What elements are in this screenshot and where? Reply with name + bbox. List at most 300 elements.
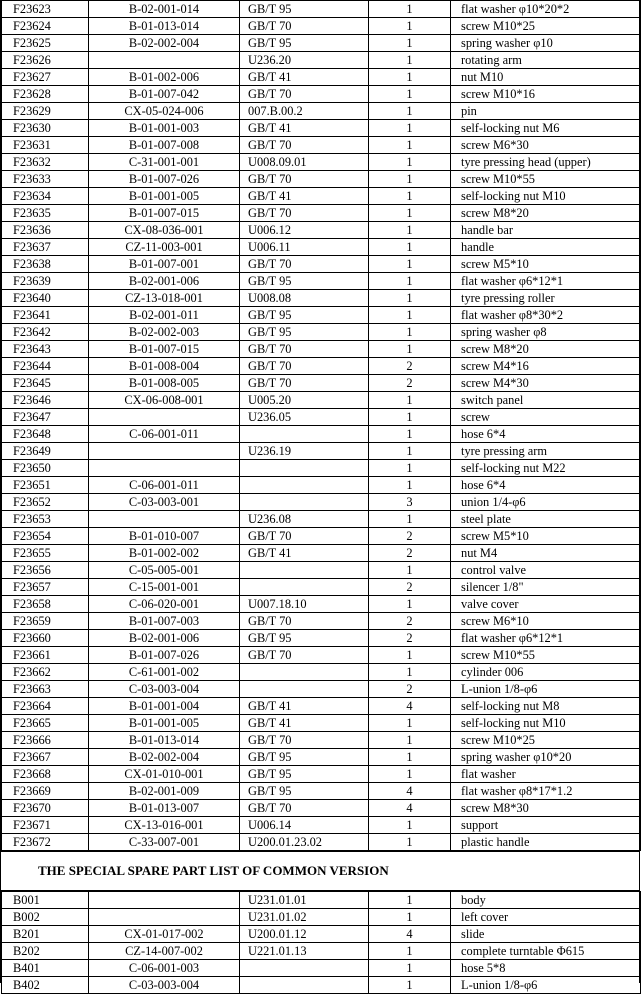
description-cell: self-locking nut M10 — [451, 715, 641, 732]
quantity-cell: 1 — [369, 86, 451, 103]
description-cell: self-locking nut M8 — [451, 698, 641, 715]
part-number-cell — [89, 909, 240, 926]
quantity-cell: 1 — [369, 460, 451, 477]
standard-cell: GB/T 95 — [240, 783, 369, 800]
table-row — [2, 783, 641, 800]
description-cell: body — [451, 892, 641, 909]
part-number-cell: B-01-013-007 — [89, 800, 240, 817]
standard-cell — [240, 562, 369, 579]
description-cell: self-locking nut M22 — [451, 460, 641, 477]
table-row — [2, 256, 641, 273]
quantity-cell: 4 — [369, 800, 451, 817]
description-cell: flat washer φ6*12*1 — [451, 630, 641, 647]
table-row — [2, 18, 641, 35]
standard-cell — [240, 460, 369, 477]
quantity-cell: 1 — [369, 120, 451, 137]
part-number-cell — [89, 409, 240, 426]
part-number-cell: B-02-001-006 — [89, 273, 240, 290]
quantity-cell: 1 — [369, 443, 451, 460]
standard-cell: GB/T 41 — [240, 545, 369, 562]
description-cell: screw M8*20 — [451, 341, 641, 358]
quantity-cell: 1 — [369, 171, 451, 188]
description-cell: flat washer φ6*12*1 — [451, 273, 641, 290]
table-row — [2, 664, 641, 681]
description-cell: screw M4*16 — [451, 358, 641, 375]
part-number-cell: B-02-001-011 — [89, 307, 240, 324]
part-code-cell: F23648 — [2, 426, 89, 443]
standard-cell: GB/T 95 — [240, 324, 369, 341]
standard-cell — [240, 960, 369, 977]
standard-cell: GB/T 41 — [240, 698, 369, 715]
description-cell: self-locking nut M6 — [451, 120, 641, 137]
description-cell: steel plate — [451, 511, 641, 528]
table-row — [2, 977, 641, 994]
special-parts-table-body — [2, 892, 641, 994]
standard-cell — [240, 494, 369, 511]
description-cell: slide — [451, 926, 641, 943]
part-number-cell: B-02-002-003 — [89, 324, 240, 341]
part-code-cell: F23636 — [2, 222, 89, 239]
part-code-cell: F23661 — [2, 647, 89, 664]
quantity-cell: 1 — [369, 647, 451, 664]
standard-cell — [240, 477, 369, 494]
standard-cell: GB/T 41 — [240, 69, 369, 86]
part-code-cell: F23642 — [2, 324, 89, 341]
table-row — [2, 892, 641, 909]
description-cell: flat washer φ8*30*2 — [451, 307, 641, 324]
part-number-cell: B-01-007-003 — [89, 613, 240, 630]
quantity-cell: 2 — [369, 358, 451, 375]
quantity-cell: 1 — [369, 52, 451, 69]
standard-cell: GB/T 70 — [240, 647, 369, 664]
standard-cell: U006.12 — [240, 222, 369, 239]
part-number-cell: B-02-002-004 — [89, 35, 240, 52]
table-row — [2, 681, 641, 698]
part-number-cell: CX-13-016-001 — [89, 817, 240, 834]
description-cell: flat washer φ10*20*2 — [451, 1, 641, 18]
standard-cell: GB/T 70 — [240, 137, 369, 154]
standard-cell: GB/T 95 — [240, 1, 369, 18]
description-cell: screw M10*25 — [451, 732, 641, 749]
table-row — [2, 341, 641, 358]
part-code-cell: F23626 — [2, 52, 89, 69]
table-row — [2, 52, 641, 69]
part-code-cell: F23623 — [2, 1, 89, 18]
part-number-cell: B-01-001-003 — [89, 120, 240, 137]
quantity-cell: 1 — [369, 766, 451, 783]
table-row — [2, 392, 641, 409]
quantity-cell: 1 — [369, 477, 451, 494]
description-cell: flat washer φ8*17*1.2 — [451, 783, 641, 800]
part-code-cell: F23667 — [2, 749, 89, 766]
description-cell: spring washer φ10 — [451, 35, 641, 52]
table-row — [2, 103, 641, 120]
part-number-cell: B-01-013-014 — [89, 18, 240, 35]
part-number-cell: C-06-020-001 — [89, 596, 240, 613]
part-number-cell: B-01-002-002 — [89, 545, 240, 562]
description-cell: screw M6*30 — [451, 137, 641, 154]
table-row — [2, 766, 641, 783]
part-code-cell: F23662 — [2, 664, 89, 681]
standard-cell — [240, 977, 369, 994]
quantity-cell: 1 — [369, 273, 451, 290]
part-code-cell: F23625 — [2, 35, 89, 52]
quantity-cell: 1 — [369, 35, 451, 52]
part-number-cell: B-01-008-004 — [89, 358, 240, 375]
table-row — [2, 273, 641, 290]
part-number-cell: B-01-001-005 — [89, 715, 240, 732]
table-row — [2, 647, 641, 664]
part-code-cell: F23669 — [2, 783, 89, 800]
description-cell: screw M10*55 — [451, 647, 641, 664]
standard-cell: GB/T 70 — [240, 358, 369, 375]
quantity-cell: 1 — [369, 749, 451, 766]
quantity-cell: 1 — [369, 324, 451, 341]
quantity-cell: 1 — [369, 892, 451, 909]
quantity-cell: 1 — [369, 154, 451, 171]
part-code-cell: F23635 — [2, 205, 89, 222]
part-number-cell: C-03-003-001 — [89, 494, 240, 511]
part-code-cell: F23665 — [2, 715, 89, 732]
part-number-cell: B-01-007-026 — [89, 647, 240, 664]
part-number-cell — [89, 460, 240, 477]
table-row — [2, 613, 641, 630]
part-number-cell: C-06-001-011 — [89, 426, 240, 443]
table-row — [2, 596, 641, 613]
standard-cell: U231.01.02 — [240, 909, 369, 926]
part-code-cell: B001 — [2, 892, 89, 909]
part-code-cell: F23666 — [2, 732, 89, 749]
table-row — [2, 749, 641, 766]
part-number-cell: B-02-001-006 — [89, 630, 240, 647]
description-cell: nut M4 — [451, 545, 641, 562]
part-code-cell: F23651 — [2, 477, 89, 494]
part-code-cell: F23672 — [2, 834, 89, 851]
part-code-cell: F23660 — [2, 630, 89, 647]
part-code-cell: B201 — [2, 926, 89, 943]
quantity-cell: 2 — [369, 630, 451, 647]
table-row — [2, 960, 641, 977]
table-row — [2, 834, 641, 851]
standard-cell: U008.09.01 — [240, 154, 369, 171]
standard-cell: GB/T 70 — [240, 613, 369, 630]
standard-cell: GB/T 70 — [240, 528, 369, 545]
standard-cell: 007.B.00.2 — [240, 103, 369, 120]
part-code-cell: B002 — [2, 909, 89, 926]
standard-cell: U236.20 — [240, 52, 369, 69]
part-code-cell: F23633 — [2, 171, 89, 188]
parts-table-body — [2, 1, 641, 851]
part-number-cell: B-01-007-026 — [89, 171, 240, 188]
table-row — [2, 562, 641, 579]
description-cell: handle bar — [451, 222, 641, 239]
standard-cell: U236.08 — [240, 511, 369, 528]
description-cell: screw M10*16 — [451, 86, 641, 103]
standard-cell: GB/T 70 — [240, 800, 369, 817]
table-row — [2, 205, 641, 222]
part-number-cell: C-15-001-001 — [89, 579, 240, 596]
part-number-cell: B-02-001-009 — [89, 783, 240, 800]
part-code-cell: F23640 — [2, 290, 89, 307]
standard-cell: U231.01.01 — [240, 892, 369, 909]
standard-cell: GB/T 70 — [240, 205, 369, 222]
standard-cell: U221.01.13 — [240, 943, 369, 960]
part-code-cell: F23641 — [2, 307, 89, 324]
part-code-cell: F23637 — [2, 239, 89, 256]
part-code-cell: F23663 — [2, 681, 89, 698]
part-number-cell: CZ-13-018-001 — [89, 290, 240, 307]
part-number-cell: C-03-003-004 — [89, 681, 240, 698]
part-code-cell: B202 — [2, 943, 89, 960]
description-cell: hose 6*4 — [451, 426, 641, 443]
standard-cell — [240, 664, 369, 681]
part-number-cell: B-01-002-006 — [89, 69, 240, 86]
table-row — [2, 1, 641, 18]
parts-table — [1, 0, 641, 851]
part-code-cell: F23668 — [2, 766, 89, 783]
part-code-cell: F23655 — [2, 545, 89, 562]
part-number-cell: CX-01-017-002 — [89, 926, 240, 943]
quantity-cell: 4 — [369, 783, 451, 800]
description-cell: screw — [451, 409, 641, 426]
part-number-cell: B-01-008-005 — [89, 375, 240, 392]
part-number-cell: CX-06-008-001 — [89, 392, 240, 409]
part-code-cell: F23671 — [2, 817, 89, 834]
standard-cell: GB/T 95 — [240, 749, 369, 766]
part-number-cell: C-05-005-001 — [89, 562, 240, 579]
table-row — [2, 926, 641, 943]
standard-cell: GB/T 95 — [240, 766, 369, 783]
quantity-cell: 4 — [369, 698, 451, 715]
part-number-cell: B-01-010-007 — [89, 528, 240, 545]
standard-cell: U236.05 — [240, 409, 369, 426]
special-parts-table — [1, 891, 641, 994]
description-cell: pin — [451, 103, 641, 120]
table-row — [2, 460, 641, 477]
quantity-cell: 1 — [369, 817, 451, 834]
part-code-cell: F23654 — [2, 528, 89, 545]
part-number-cell: CZ-14-007-002 — [89, 943, 240, 960]
part-code-cell: F23634 — [2, 188, 89, 205]
table-row — [2, 171, 641, 188]
quantity-cell: 2 — [369, 613, 451, 630]
part-code-cell: F23632 — [2, 154, 89, 171]
part-code-cell: F23643 — [2, 341, 89, 358]
part-code-cell: F23659 — [2, 613, 89, 630]
standard-cell: U200.01.12 — [240, 926, 369, 943]
table-row — [2, 943, 641, 960]
quantity-cell: 1 — [369, 596, 451, 613]
description-cell: support — [451, 817, 641, 834]
standard-cell: U005.20 — [240, 392, 369, 409]
quantity-cell: 1 — [369, 977, 451, 994]
part-code-cell: F23638 — [2, 256, 89, 273]
description-cell: control valve — [451, 562, 641, 579]
description-cell: self-locking nut M10 — [451, 188, 641, 205]
table-row — [2, 358, 641, 375]
quantity-cell: 1 — [369, 188, 451, 205]
quantity-cell: 3 — [369, 494, 451, 511]
table-row — [2, 239, 641, 256]
standard-cell: GB/T 95 — [240, 630, 369, 647]
section-title: THE SPECIAL SPARE PART LIST OF COMMON VERSION — [1, 851, 639, 891]
quantity-cell: 1 — [369, 943, 451, 960]
description-cell: screw M5*10 — [451, 256, 641, 273]
description-cell: screw M10*55 — [451, 171, 641, 188]
part-number-cell: CX-01-010-001 — [89, 766, 240, 783]
description-cell: screw M10*25 — [451, 18, 641, 35]
description-cell: silencer 1/8" — [451, 579, 641, 596]
part-number-cell: C-06-001-011 — [89, 477, 240, 494]
part-code-cell: F23644 — [2, 358, 89, 375]
part-code-cell: F23629 — [2, 103, 89, 120]
table-row — [2, 137, 641, 154]
part-code-cell: B402 — [2, 977, 89, 994]
description-cell: hose 5*8 — [451, 960, 641, 977]
part-number-cell: B-01-007-015 — [89, 341, 240, 358]
standard-cell: GB/T 70 — [240, 171, 369, 188]
part-code-cell: F23652 — [2, 494, 89, 511]
description-cell: spring washer φ8 — [451, 324, 641, 341]
standard-cell: GB/T 70 — [240, 375, 369, 392]
description-cell: cylinder 006 — [451, 664, 641, 681]
description-cell: screw M6*10 — [451, 613, 641, 630]
part-number-cell: C-03-003-004 — [89, 977, 240, 994]
table-row — [2, 426, 641, 443]
part-number-cell: C-31-001-001 — [89, 154, 240, 171]
quantity-cell: 1 — [369, 1, 451, 18]
description-cell: rotating arm — [451, 52, 641, 69]
part-number-cell: C-06-001-003 — [89, 960, 240, 977]
quantity-cell: 1 — [369, 834, 451, 851]
part-number-cell — [89, 443, 240, 460]
quantity-cell: 4 — [369, 926, 451, 943]
description-cell: screw M4*30 — [451, 375, 641, 392]
standard-cell — [240, 426, 369, 443]
part-code-cell: F23646 — [2, 392, 89, 409]
standard-cell: U006.11 — [240, 239, 369, 256]
table-row — [2, 732, 641, 749]
part-number-cell: B-01-007-008 — [89, 137, 240, 154]
table-row — [2, 86, 641, 103]
part-number-cell — [89, 52, 240, 69]
part-number-cell: CX-08-036-001 — [89, 222, 240, 239]
description-cell: screw M5*10 — [451, 528, 641, 545]
table-row — [2, 630, 641, 647]
quantity-cell: 1 — [369, 409, 451, 426]
table-row — [2, 528, 641, 545]
part-number-cell: CZ-11-003-001 — [89, 239, 240, 256]
quantity-cell: 1 — [369, 664, 451, 681]
standard-cell: U008.08 — [240, 290, 369, 307]
part-number-cell — [89, 892, 240, 909]
quantity-cell: 1 — [369, 392, 451, 409]
part-number-cell: C-61-001-002 — [89, 664, 240, 681]
quantity-cell: 1 — [369, 715, 451, 732]
description-cell: screw M8*20 — [451, 205, 641, 222]
part-code-cell: F23647 — [2, 409, 89, 426]
description-cell: spring washer φ10*20 — [451, 749, 641, 766]
standard-cell: GB/T 41 — [240, 188, 369, 205]
description-cell: L-union 1/8-φ6 — [451, 977, 641, 994]
standard-cell: U007.18.10 — [240, 596, 369, 613]
part-code-cell: F23670 — [2, 800, 89, 817]
part-code-cell: F23631 — [2, 137, 89, 154]
table-row — [2, 307, 641, 324]
quantity-cell: 1 — [369, 732, 451, 749]
part-code-cell: B401 — [2, 960, 89, 977]
part-code-cell: F23650 — [2, 460, 89, 477]
description-cell: handle — [451, 239, 641, 256]
table-row — [2, 909, 641, 926]
description-cell: tyre pressing arm — [451, 443, 641, 460]
description-cell: valve cover — [451, 596, 641, 613]
standard-cell: GB/T 95 — [240, 35, 369, 52]
part-code-cell: F23628 — [2, 86, 89, 103]
part-code-cell: F23624 — [2, 18, 89, 35]
quantity-cell: 1 — [369, 341, 451, 358]
table-row — [2, 222, 641, 239]
description-cell: switch panel — [451, 392, 641, 409]
quantity-cell: 2 — [369, 579, 451, 596]
quantity-cell: 1 — [369, 290, 451, 307]
table-row — [2, 800, 641, 817]
description-cell: hose 6*4 — [451, 477, 641, 494]
part-code-cell: F23649 — [2, 443, 89, 460]
standard-cell: GB/T 70 — [240, 18, 369, 35]
quantity-cell: 1 — [369, 511, 451, 528]
part-number-cell — [89, 511, 240, 528]
description-cell: complete turntable Φ615 — [451, 943, 641, 960]
part-number-cell: B-01-007-001 — [89, 256, 240, 273]
table-row — [2, 35, 641, 52]
part-number-cell: CX-05-024-006 — [89, 103, 240, 120]
description-cell: left cover — [451, 909, 641, 926]
table-row — [2, 324, 641, 341]
description-cell: screw M8*30 — [451, 800, 641, 817]
part-code-cell: F23645 — [2, 375, 89, 392]
part-code-cell: F23656 — [2, 562, 89, 579]
table-row — [2, 69, 641, 86]
part-code-cell: F23639 — [2, 273, 89, 290]
part-number-cell: B-01-001-004 — [89, 698, 240, 715]
standard-cell: U006.14 — [240, 817, 369, 834]
quantity-cell: 1 — [369, 18, 451, 35]
standard-cell: GB/T 95 — [240, 307, 369, 324]
table-row — [2, 120, 641, 137]
standard-cell: U200.01.23.02 — [240, 834, 369, 851]
quantity-cell: 1 — [369, 256, 451, 273]
standard-cell: GB/T 70 — [240, 732, 369, 749]
table-row — [2, 154, 641, 171]
table-row — [2, 409, 641, 426]
table-row — [2, 477, 641, 494]
table-row — [2, 579, 641, 596]
part-code-cell: F23627 — [2, 69, 89, 86]
part-number-cell: B-01-013-014 — [89, 732, 240, 749]
quantity-cell: 1 — [369, 909, 451, 926]
quantity-cell: 2 — [369, 528, 451, 545]
part-number-cell: B-02-001-014 — [89, 1, 240, 18]
standard-cell: GB/T 41 — [240, 715, 369, 732]
description-cell: flat washer — [451, 766, 641, 783]
description-cell: tyre pressing head (upper) — [451, 154, 641, 171]
quantity-cell: 1 — [369, 960, 451, 977]
part-number-cell: B-02-002-004 — [89, 749, 240, 766]
quantity-cell: 2 — [369, 681, 451, 698]
description-cell: nut M10 — [451, 69, 641, 86]
standard-cell: GB/T 70 — [240, 86, 369, 103]
